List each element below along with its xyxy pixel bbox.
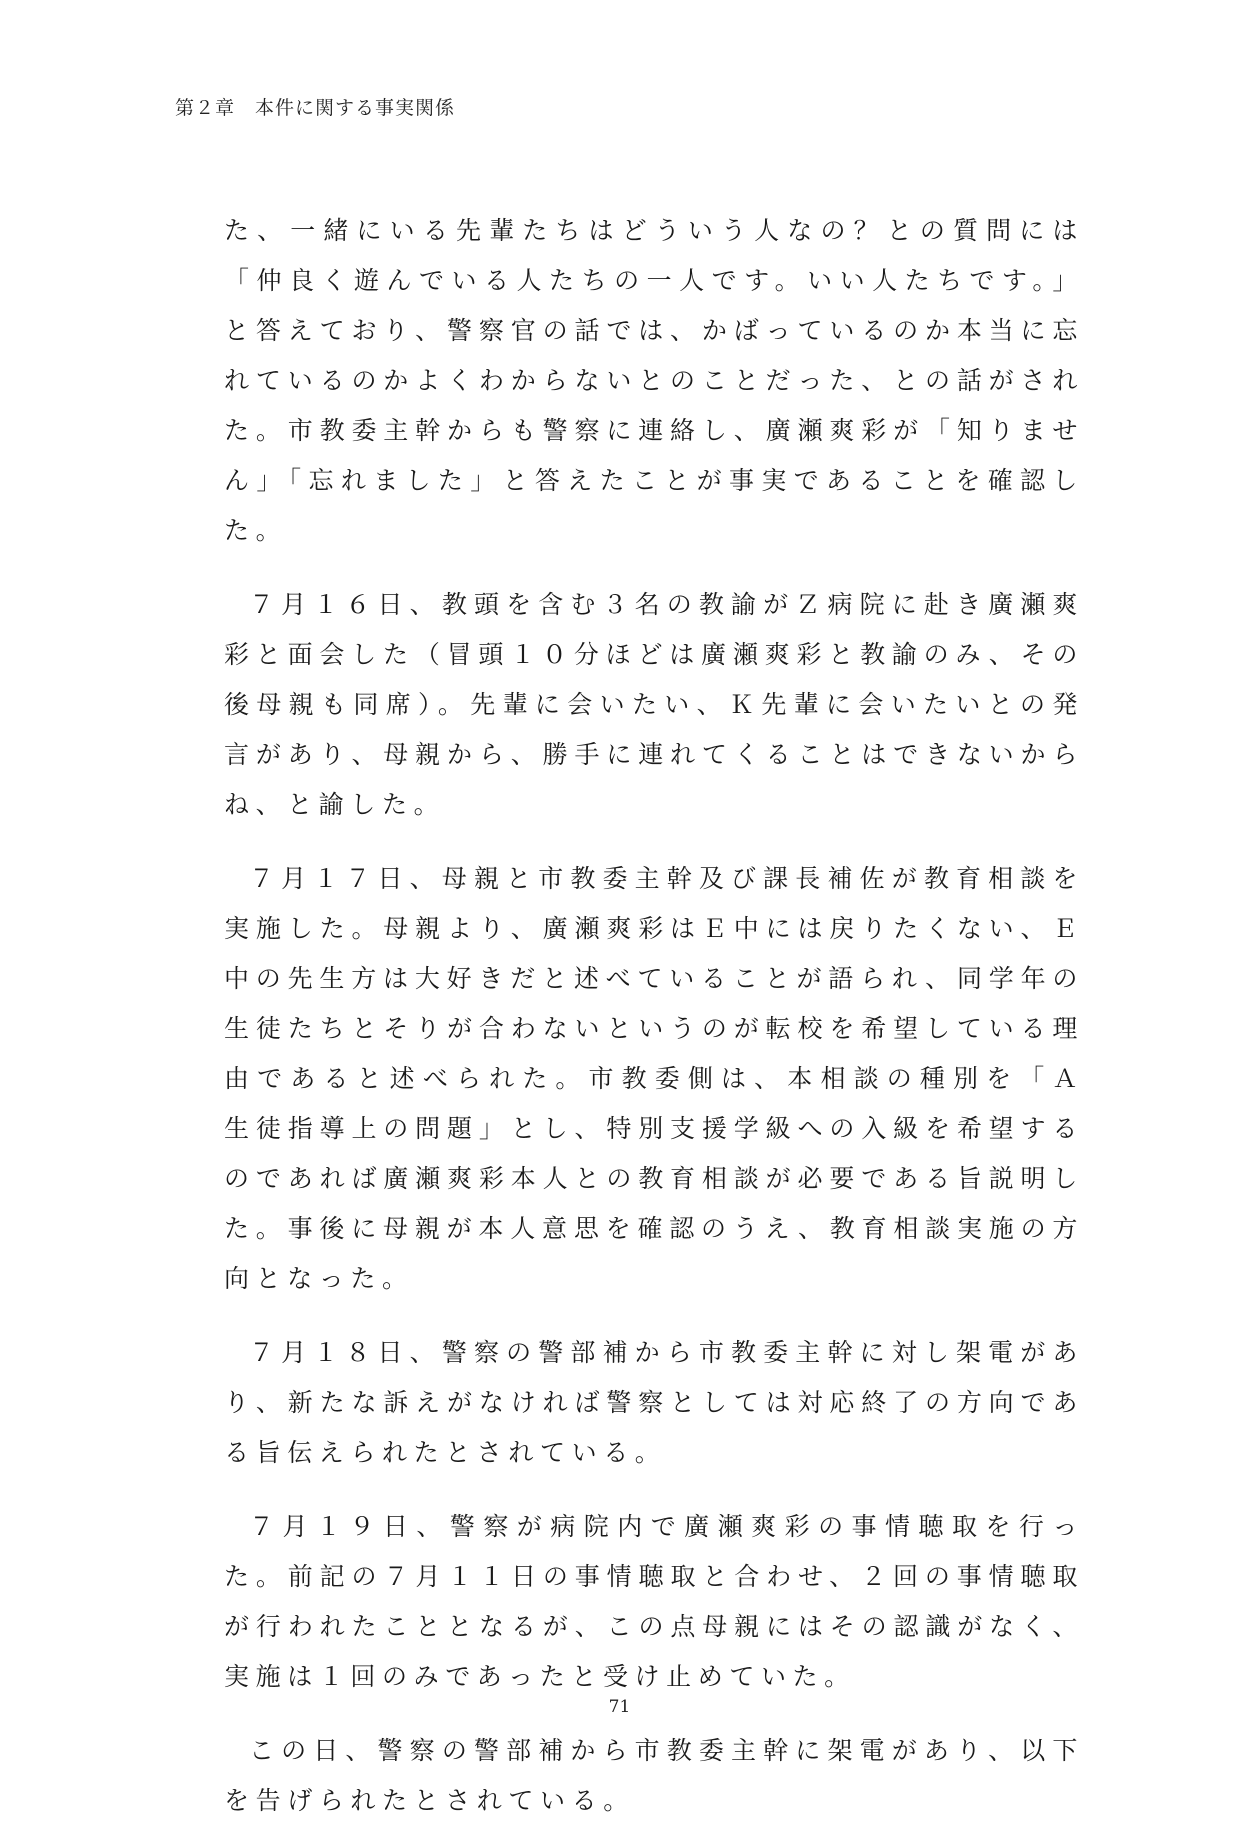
paragraph-continuation: た、一緒にいる先輩たちはどういう人なの？との質問には「仲良く遊んでいる人たちの一人です。いい人たちです。」と答えており、警察官の話では、かばっているのか本当に忘れているのかよくわからないとのことだった、との話がされた。市教委主幹からも警察に連絡し、廣瀬爽彩が「知りません」「忘れました」と答えたことが事実であることを確認した。 xyxy=(224,216,1084,545)
paragraph-july-16: ７月１６日、教頭を含む３名の教諭がＺ病院に赴き廣瀬爽彩と面会した（冒頭１０分ほどは廣瀬爽彩と教諭のみ、その後母親も同席）。先輩に会いたい、Ｋ先輩に会いたいとの発言があり、母親から、勝手に連れてくることはできないからね、と諭した。 xyxy=(224,590,1084,819)
document-body xyxy=(224,206,1116,1826)
paragraph-july-17: ７月１７日、母親と市教委主幹及び課長補佐が教育相談を実施した。母親より、廣瀬爽彩はＥ中には戻りたくない、Ｅ中の先生方は大好きだと述べていることが語られ、同学年の生徒たちとそりが合わないというのが転校を希望している理由であると述べられた。市教委側は、本相談の種別を「Ａ 生徒指導上の問題」とし、特別支援学級への入級を希望するのであれば廣瀬爽彩本人との教育相談が必要である旨説明した。事後に母親が本人意思を確認のうえ、教育相談実施の方向となった。 xyxy=(224,864,1116,1293)
chapter-header: 第２章 本件に関する事実関係 xyxy=(175,97,456,119)
paragraph-july-19: ７月１９日、警察が病院内で廣瀬爽彩の事情聴取を行った。前記の７月１１日の事情聴取と合わせ、２回の事情聴取が行われたこととなるが、この点母親にはその認識がなく、実施は１回のみであったと受け止めていた。 xyxy=(224,1512,1084,1691)
page-number: 71 xyxy=(608,1697,631,1717)
paragraph-same-day-call: この日、警察の警部補から市教委主幹に架電があり、以下を告げられたとされている。 xyxy=(224,1736,1084,1815)
paragraph-july-18: ７月１８日、警察の警部補から市教委主幹に対し架電があり、新たな訴えがなければ警察としては対応終了の方向である旨伝えられたとされている。 xyxy=(224,1338,1084,1467)
